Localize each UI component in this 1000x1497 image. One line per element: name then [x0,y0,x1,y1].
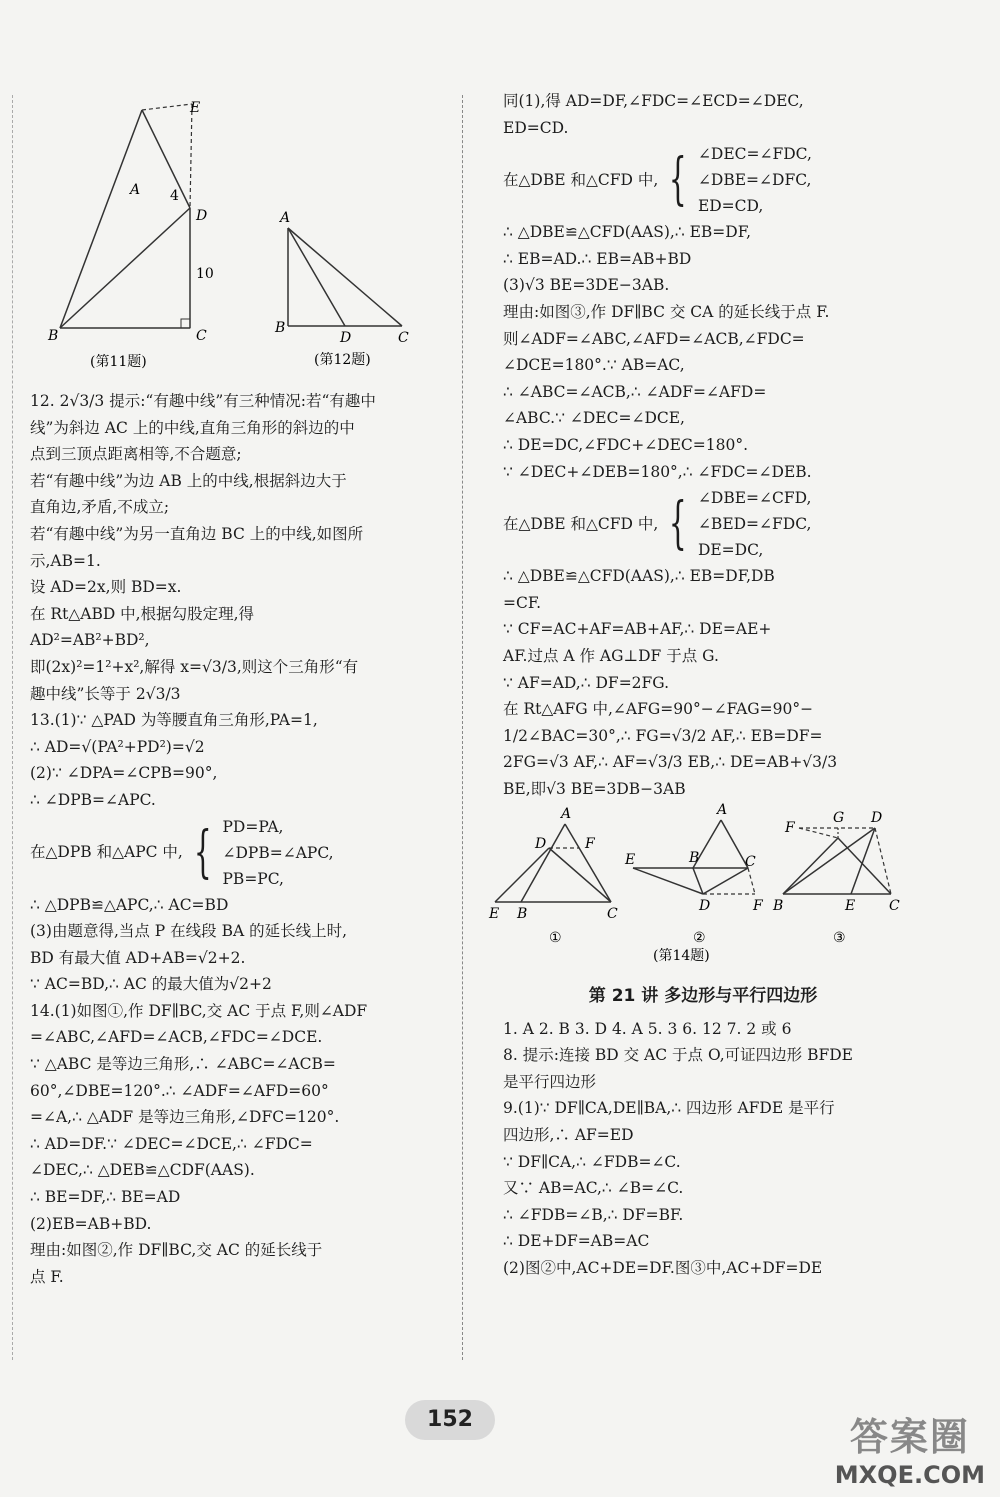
fig12-line-ad [288,228,345,326]
text-line: 四边形,∴ AF=ED [503,1126,634,1145]
fig14-3-label-d: D [871,810,883,827]
fig14-1-label-f: F [585,836,595,853]
text-line: 线”为斜边 AC 上的中线,直角三角形的斜边的中 [30,418,355,437]
fig14-3-label-g: G [833,810,845,827]
text-line: ∴ AD=√(PA²+PD²)=√2 [30,737,205,756]
text-line: 趣中线”长等于 2√3/3 [30,684,181,703]
fig14-3-dash-fa [799,828,838,838]
right-text-block-4 [503,1016,903,1282]
text-line: 直角边,矛盾,不成立; [30,498,170,517]
fig14-1-label-b: B [517,906,528,923]
brace-prefix: 在△DBE 和△CFD 中, [503,514,659,533]
brace-item: DE=DC, [697,541,764,560]
text-line: ∴ DE+DF=AB=AC [503,1232,650,1251]
brace-items [698,141,812,219]
fig14-2-line-ac [721,820,748,868]
fig11-right-angle-c [181,319,190,328]
text-line: ∵ AC=BD,∴ AC 的最大值为√2+2 [30,975,272,994]
fig14-1-label-c: C [607,906,618,923]
fig11-length-dc: 10 [196,266,214,282]
text-line: 理由:如图②,作 DF∥BC,交 AC 的延长线于 [30,1241,323,1260]
text-line: =CF. [503,593,542,612]
brace-items [223,814,334,892]
text-line: ∴ △DBE≌△CFD(AAS),∴ EB=DF,DB [503,567,775,586]
text-line: 若“有趣中线”为边 AB 上的中线,根据斜边大于 [30,471,347,490]
fig14-part-3 [772,810,900,946]
text-line: 1/2∠BAC=30°,∴ FG=√3/2 AF,∴ EB=DF= [503,726,823,745]
fig14-2-label-c: C [745,854,756,871]
column-divider [462,95,463,1360]
text-line: 若“有趣中线”为另一直角边 BC 上的中线,如图所 [30,524,364,543]
right-text-block-3 [503,563,903,802]
fig14-1-label-e: E [489,906,500,923]
text-line: ED=CD. [503,118,569,137]
text-line: 点 F. [30,1267,64,1286]
text-line: 9.(1)∵ DF∥CA,DE∥BA,∴ 四边形 AFDE 是平行 [503,1099,835,1118]
fig11-label-e: E [190,100,201,116]
fig14-number-3: ③ [833,930,846,947]
brace-system-r2 [503,485,811,563]
fig14-2-label-d: D [699,898,711,915]
text-line: (3)√3 BE=3DE−3AB. [503,276,670,295]
fig14-2-line-dc [703,868,748,894]
fig11-length-ad: 4 [170,188,179,204]
fig14-2-dash-cf [748,868,755,894]
figure-11 [47,100,214,370]
fig11-label-b: B [48,328,59,344]
fig14-2-label-e: E [625,852,636,869]
figure-12 [274,210,409,368]
left-text-block-1 [30,388,450,814]
text-line: ∠ABC.∵ ∠DEC=∠DCE, [503,409,685,428]
right-text-block-1 [503,88,903,141]
brace-item: ∠DBE=∠DFC, [697,171,812,190]
fig11-dash-ae [142,104,192,110]
text-line: ∠DEC,∴ △DEB≌△CDF(AAS). [30,1161,255,1180]
brace-item: ∠DEC=∠FDC, [697,145,812,164]
right-text-block-2 [503,219,903,485]
brace-prefix: 在△DBE 和△CFD 中, [503,170,659,189]
text-line: ∴ △DPB≌△APC,∴ AC=BD [30,895,229,914]
text-line: 8. 提示:连接 BD 交 AC 于点 O,可证四边形 BFDE [503,1046,853,1065]
text-line: 60°,∠DBE=120°.∴ ∠ADF=∠AFD=60° [30,1081,329,1100]
left-margin-rule [12,95,13,1360]
fig12-label-b: B [275,320,286,336]
fig12-line-ac [288,228,402,326]
left-brace: { [669,491,688,557]
text-line: 理由:如图③,作 DF∥BC 交 CA 的延长线于点 F. [503,302,830,321]
fig14-part-1 [488,806,618,946]
text-line: 1. A 2. B 3. D 4. A 5. 3 6. 12 7. 2 或 6 [503,1019,792,1038]
fig14-3-line-ac [838,838,891,894]
text-line: (2)图②中,AC+DE=DF.图③中,AC+DF=DE [503,1259,823,1277]
text-line: (2)EB=AB+BD. [30,1214,152,1233]
text-line: 在 Rt△ABD 中,根据勾股定理,得 [30,604,255,623]
fig14-caption: (第14题) [653,948,710,965]
text-line: =∠ABC,∠AFD=∠ACB,∠FDC=∠DCE. [30,1028,323,1047]
fig14-3-line-ba [783,838,838,894]
brace-items [698,485,812,563]
fig14-number-1: ① [549,930,562,947]
fig14-number-2: ② [693,930,706,947]
text-line: ∴ EB=AD.∴ EB=AB+BD [503,249,692,268]
fig11-dash-ed [190,104,192,208]
left-brace: { [669,147,688,213]
fig11-line-ba [60,110,142,328]
brace-item: PD=PA, [222,817,284,836]
fig14-part-2 [624,802,764,946]
text-line: 又∵ AB=AC,∴ ∠B=∠C. [503,1179,684,1198]
text-line: 示,AB=1. [30,551,101,570]
fig14-3-label-c: C [889,898,900,915]
fig14-3-line-ed [851,828,875,894]
fig14-2-line-ed [633,868,703,894]
text-line: ∴ ∠ABC=∠ACB,∴ ∠ADF=∠AFD= [503,382,767,401]
figure-11-12-svg [30,88,450,378]
brace-item: ∠DBE=∠CFD, [697,489,812,508]
fig14-2-label-a: A [717,802,728,819]
fig14-2-label-b: B [689,850,700,867]
fig14-3-label-e: E [845,898,856,915]
text-line: 则∠ADF=∠ABC,∠AFD=∠ACB,∠FDC= [503,329,805,348]
text-line: AD²=AB²+BD², [30,631,150,650]
watermark-url: MXQE.COM [834,1461,985,1489]
text-line: 12. 2√3/3 提示:“有趣中线”有三种情况:若“有趣中 [30,392,376,410]
text-line: ∴ △DBE≌△CFD(AAS),∴ EB=DF, [503,223,751,242]
fig12-label-c: C [398,330,409,346]
watermark [835,1406,985,1489]
fig11-label-c: C [196,328,207,344]
text-line: 即(2x)²=1²+x²,解得 x=√3/3,则这个三角形“有 [30,657,359,676]
text-line: ∵ △ABC 是等边三角形,∴ ∠ABC=∠ACB= [30,1055,336,1074]
fig11-line-ad [142,110,190,208]
fig14-3-label-f: F [785,820,795,837]
fig11-caption: (第11题) [90,354,147,370]
brace-system-13 [30,814,334,892]
brace-item: ED=CD, [697,197,764,216]
text-line: ∠DCE=180°.∵ AB=AC, [503,356,685,375]
brace-item: PB=PC, [222,869,284,888]
text-line: 2FG=√3 AF,∴ AF=√3/3 EB,∴ DE=AB+√3/3 [503,753,838,772]
fig11-label-a: A [130,182,141,198]
text-line: (2)∵ ∠DPA=∠CPB=90°, [30,764,218,783]
fig14-1-line-ed [495,848,549,902]
left-brace: { [193,819,212,885]
fig14-3-dash-dc [875,828,891,894]
text-line: BE,即√3 BE=3DB−3AB [503,779,686,798]
text-line: 14.(1)如图①,作 DF∥BC,交 AC 于点 F,则∠ADF [30,1001,368,1020]
text-line: (3)由题意得,当点 P 在线段 BA 的延长线上时, [30,922,348,941]
text-line: 是平行四边形 [503,1072,597,1091]
text-line: ∴ DE=DC,∠FDC+∠DEC=180°. [503,435,749,454]
fig12-label-a: A [280,210,291,226]
figures-11-12 [30,88,450,388]
fig12-label-d: D [340,330,352,346]
section-title: 第 21 讲 多边形与平行四边形 [588,986,818,1007]
page-number: 152 [405,1400,495,1440]
text-line: 设 AD=2x,则 BD=x. [30,578,182,597]
figure-14 [489,802,903,971]
watermark-logo-text: 答案圈 [849,1415,970,1459]
fig11-line-bd [60,208,190,328]
figure-14-svg [489,802,903,965]
fig14-3-line-bd [783,828,875,894]
fig12-caption: (第12题) [314,352,371,368]
text-line: 点到三顶点距离相等,不合题意; [30,445,242,464]
brace-prefix: 在△DPB 和△APC 中, [30,843,183,862]
brace-system-r1 [503,141,812,219]
text-line: ∵ CF=AC+AF=AB+AF,∴ DE=AE+ [503,620,772,639]
fig14-1-line-dc [549,848,611,902]
text-line: ∴ ∠FDB=∠B,∴ DF=BF. [503,1205,684,1224]
text-line: =∠A,∴ △ADF 是等边三角形,∠DFC=120°. [30,1108,340,1127]
left-column [30,88,450,1290]
text-line: ∵ ∠DEC+∠DEB=180°,∴ ∠FDC=∠DEB. [503,462,812,481]
brace-item: ∠DPB=∠APC, [222,843,334,862]
text-line: ∴ ∠DPB=∠APC. [30,790,156,809]
text-line: BD 有最大值 AD+AB=√2+2. [30,948,246,967]
text-line: ∵ DF∥CA,∴ ∠FDB=∠C. [503,1152,681,1171]
fig14-1-label-a: A [561,806,572,823]
text-line: ∴ AD=DF.∵ ∠DEC=∠DCE,∴ ∠FDC= [30,1134,313,1153]
text-line: AF.过点 A 作 AG⊥DF 于点 G. [503,646,719,665]
fig11-label-d: D [196,208,208,224]
brace-item: ∠BED=∠FDC, [697,515,812,534]
text-line: ∴ BE=DF,∴ BE=AD [30,1188,181,1207]
fig14-2-label-f: F [753,898,763,915]
text-line: 在 Rt△AFG 中,∠AFG=90°−∠FAG=90°− [503,700,814,719]
fig14-3-label-b: B [773,898,784,915]
left-text-block-2 [30,892,450,1291]
text-line: 13.(1)∵ △PAD 为等腰直角三角形,PA=1, [30,711,318,730]
text-line: ∵ AF=AD,∴ DF=2FG. [503,673,670,692]
right-column [489,88,903,1282]
text-line: 同(1),得 AD=DF,∠FDC=∠ECD=∠DEC, [503,92,804,110]
fig14-1-label-d: D [535,836,547,853]
